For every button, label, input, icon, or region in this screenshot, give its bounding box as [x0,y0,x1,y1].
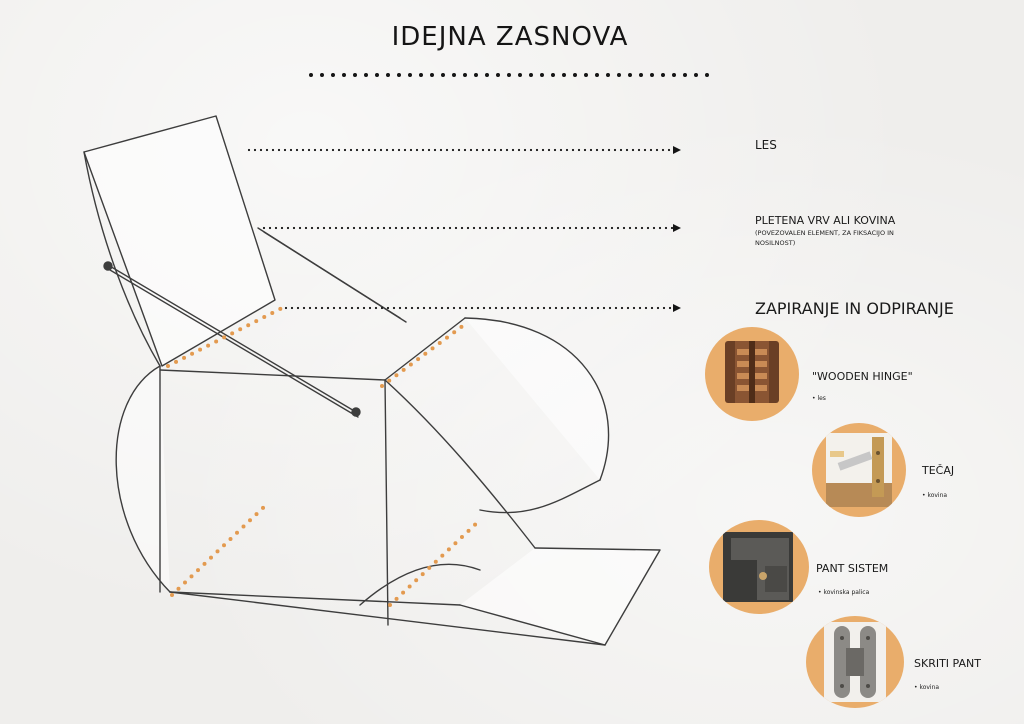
option-title-concealed-hinge: SKRITI PANT [914,657,981,670]
pointer-mechanism [284,303,683,313]
label-material-note-2: NOSILNOST) [755,239,796,247]
pointer-material [262,223,683,233]
page-title: IDEJNA ZASNOVA [391,22,629,52]
label-material: PLETENA VRV ALI KOVINA [755,214,896,227]
pointer-wood [247,145,683,155]
title-dotted-underline [308,72,720,78]
option-bullet-hinge: • kovina [922,492,948,499]
option-bullet-wooden-hinge: • les [812,395,826,402]
concealed-hinge-photo [806,616,904,708]
chair-sketch [60,100,700,660]
wooden-hinge-photo [705,327,799,421]
option-title-hinge: TEČAJ [922,464,955,477]
label-material-note-1: (POVEZOVALEN ELEMENT, ZA FIKSACIJO IN [755,229,894,237]
option-title-pant-system: PANT SISTEM [816,562,889,575]
option-bullet-pant-system: • kovinska palica [818,589,870,596]
option-bullet-concealed-hinge: • kovina [914,684,940,691]
label-wood: LES [755,138,777,152]
option-title-wooden-hinge: "WOODEN HINGE" [812,370,913,383]
hinge-photo [812,423,906,517]
label-mechanism: ZAPIRANJE IN ODPIRANJE [755,299,954,318]
pant-system-photo [709,520,809,614]
